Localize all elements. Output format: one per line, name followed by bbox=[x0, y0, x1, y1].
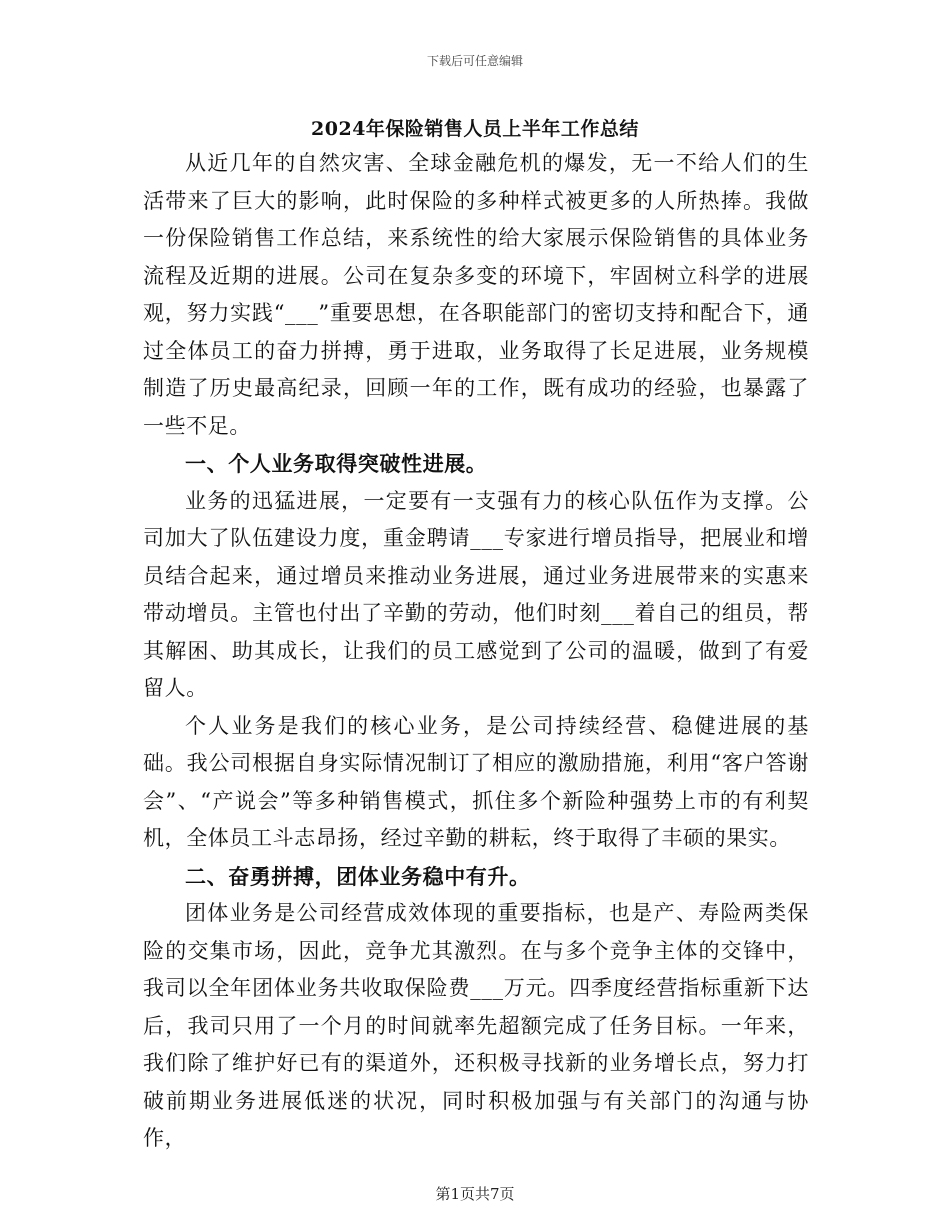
intro-paragraph: 从近几年的自然灾害、全球金融危机的爆发，无一不给人们的生活带来了巨大的影响，此时保险的多种样式被更多的人所热捧。我做一份保险销售工作总结，来系统性的给大家展示保险销售的具体业务流程及近期的进展。公司在复杂多变的环境下，牢固树立科学的进展观，努力实践“___”重要思想，在各职能部门的密切支持和配合下，通过全体员工的奋力拼搏，勇于进取，业务取得了长足进展，业务规模制造了历史最高纪录，回顾一年的工作，既有成功的经验，也暴露了一些不足。 bbox=[143, 151, 809, 438]
page-number: 第1页共7页 bbox=[435, 1185, 515, 1203]
document-title: 2024年保险销售人员上半年工作总结 bbox=[311, 118, 639, 140]
section-2-paragraph-1: 团体业务是公司经营成效体现的重要指标，也是产、寿险两类保险的交集市场，因此，竞争尤其激烈。在与多个竞争主体的交锋中，我司以全年团体业务共收取保险费___万元。四季度经营指标重新下达后，我司只用了一个月的时间就率先超额完成了任务目标。一年来，我们除了维护好已有的渠道外，还积极寻找新的业务增长点，努力打破前期业务进展低迷的状况，同时积极加强与有关部门的沟通与协作， bbox=[143, 901, 809, 1150]
section-1-paragraph-1: 业务的迅猛进展，一定要有一支强有力的核心队伍作为支撑。公司加大了队伍建设力度，重金聘请___专家进行增员指导，把展业和增员结合起来，通过增员来推动业务进展，通过业务进展带来的实惠来带动增员。主管也付出了辛勤的劳动，他们时刻___着自己的组员，帮其解困、助其成长，让我们的员工感觉到了公司的温暖，做到了有爱留人。 bbox=[143, 488, 809, 700]
document-body bbox=[143, 145, 809, 1158]
section-heading-2: 二、奋勇拼搏，团体业务稳中有升。 bbox=[185, 863, 531, 889]
page-header-note: 下载后可任意编辑 bbox=[426, 54, 523, 68]
section-1-paragraph-2: 个人业务是我们的核心业务，是公司持续经营、稳健进展的基础。我公司根据自身实际情况制订了相应的激励措施，利用“客户答谢会”、“产说会”等多种销售模式，抓住多个新险种强势上市的有利契机，全体员工斗志昂扬，经过辛勤的耕耘，终于取得了丰硕的果实。 bbox=[143, 713, 809, 850]
section-heading-1: 一、个人业务取得突破性进展。 bbox=[185, 451, 488, 476]
